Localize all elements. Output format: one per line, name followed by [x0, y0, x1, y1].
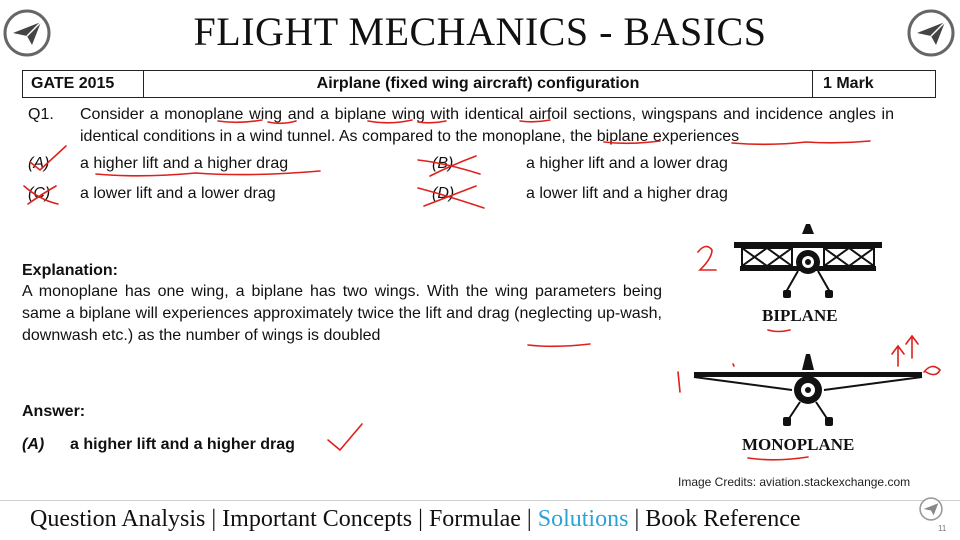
slide-title: FLIGHT MECHANICS - BASICS — [193, 9, 767, 54]
option-a-text: a higher lift and a higher drag — [80, 155, 289, 172]
image-credit: Image Credits: aviation.stackexchange.com — [678, 475, 911, 489]
question-number: Q1. — [28, 106, 54, 123]
footer-item-formulae[interactable]: Formulae — [428, 506, 521, 532]
explanation-text: A monoplane has one wing, a biplane has two wings. With the wing parameters being same a biplane will experiences approximately twice the lift and drag (neglecting up-wash, downwash etc.) as the number of wings is doubled — [22, 283, 662, 344]
biplane-illustration — [728, 222, 888, 298]
explanation-heading: Explanation: — [22, 262, 119, 279]
footer-separator: | — [205, 506, 223, 532]
option-d-text: a lower lift and a higher drag — [526, 185, 728, 202]
paper-plane-icon — [906, 8, 956, 58]
paper-plane-icon — [2, 8, 52, 58]
option-c-text: a lower lift and a lower drag — [80, 185, 276, 202]
footer-item-solutions[interactable]: Solutions — [537, 506, 629, 532]
footer-item-question-analysis[interactable]: Question Analysis — [30, 506, 206, 532]
footer-separator: | — [628, 506, 646, 532]
footer-nav — [30, 506, 801, 533]
answer-text: a higher lift and a higher drag — [70, 436, 295, 453]
paper-plane-icon — [918, 496, 944, 522]
option-b-text: a higher lift and a lower drag — [526, 155, 728, 172]
footer-item-important-concepts[interactable]: Important Concepts — [222, 506, 413, 532]
footer-rule — [0, 500, 960, 501]
monoplane-illustration — [692, 352, 924, 430]
exam-cell: GATE 2015 — [23, 71, 144, 97]
question-text: Consider a monoplane wing and a biplane wing with identical airfoil sections, wingspans and incidence angles in identical conditions in a wind tunnel. As compared to the monoplane, the biplane experiences — [80, 106, 894, 145]
answer-key: (A) — [22, 436, 45, 453]
footer-separator: | — [412, 506, 429, 532]
option-b-key: (B) — [432, 155, 454, 172]
footer-separator: | — [520, 506, 538, 532]
option-c-key: (C) — [28, 185, 51, 202]
footer-item-book-reference[interactable]: Book Reference — [645, 506, 801, 532]
topic-cell: Airplane (fixed wing aircraft) configuration — [144, 71, 813, 97]
biplane-label: BIPLANE — [762, 306, 838, 325]
page-number: 11 — [938, 524, 947, 533]
monoplane-label: MONOPLANE — [742, 435, 855, 454]
answer-heading: Answer: — [22, 403, 86, 420]
option-a-key: (A) — [28, 155, 50, 172]
option-d-key: (D) — [432, 185, 455, 202]
marks-cell: 1 Mark — [823, 75, 874, 92]
question-header-table — [22, 70, 936, 98]
